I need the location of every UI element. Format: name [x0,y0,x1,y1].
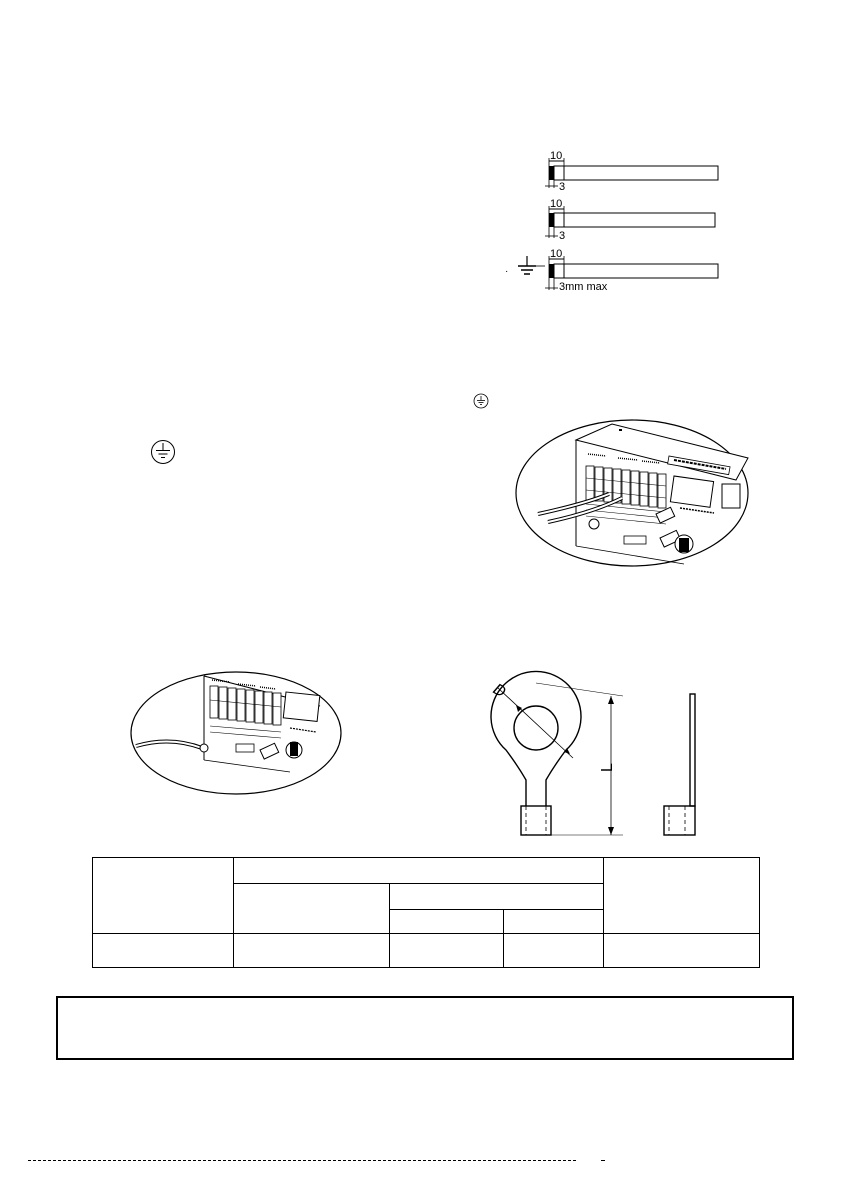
wire-length-label-1: 10 [550,150,563,162]
wire-strip-diagram [495,148,725,298]
inverter-ground-illustration [130,670,342,796]
ring-terminal-front-view [490,671,581,835]
table-cell [93,934,234,968]
table-cell [604,934,760,968]
ring-terminal-l-label: L [599,763,616,772]
wire-strip-label-1: 3 [559,181,566,193]
table-cell [390,934,504,968]
footer-rule-end [601,1160,605,1161]
footer-rule [28,1160,576,1161]
wire-strip-row-3 [505,248,718,293]
wire-strip-row-1 [545,150,718,193]
table-header-cell [93,858,234,934]
ring-terminal-spec-table [92,857,760,968]
ground-prefix-dot: · [505,266,509,277]
notice-box [56,996,794,1060]
table-header-cell [234,858,604,884]
table-header-cell [504,910,604,934]
table-cell [504,934,604,968]
wire-strip-label-3: 3mm max [559,281,608,293]
wire-strip-row-2 [545,198,715,242]
protective-earth-icon [473,393,489,409]
table-header-cell [390,910,504,934]
table-header-cell [604,858,760,934]
table-cell [234,934,390,968]
wire-length-label-2: 10 [550,198,563,210]
table-row [93,934,760,968]
inverter-ac-terminal-illustration [514,418,750,568]
table-header-cell [234,884,390,934]
wire-strip-label-2: 3 [559,230,566,242]
protective-earth-icon-large [150,439,176,465]
ring-terminal-d-label: D [490,680,509,702]
ground-symbol-icon [505,256,545,277]
ring-terminal-side-view [664,694,695,835]
ring-terminal-diagram [478,670,718,840]
wire-length-label-3: 10 [550,248,563,260]
table-header-cell [390,884,604,910]
